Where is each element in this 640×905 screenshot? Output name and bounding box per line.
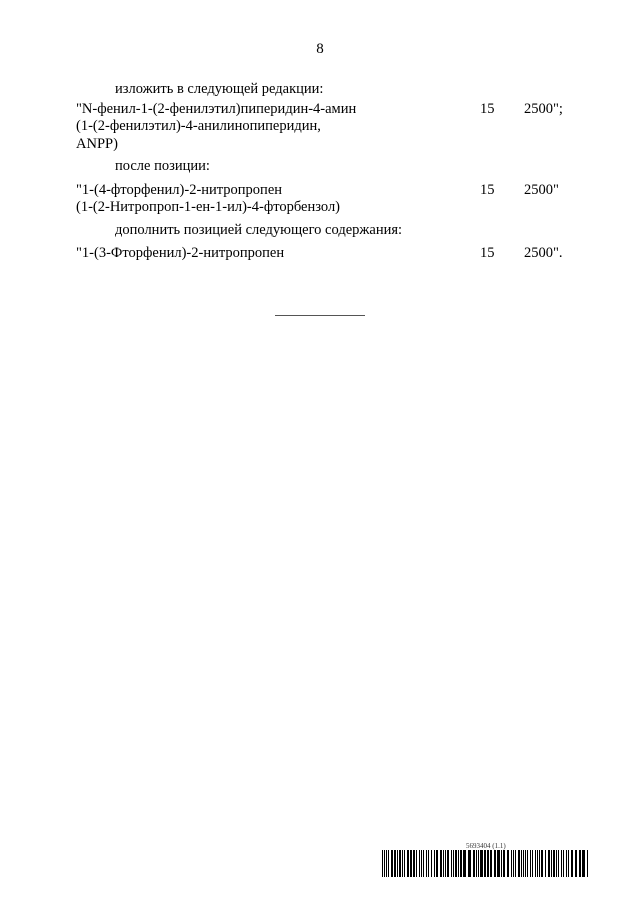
entry-line: (1-(2-фенилэтил)-4-анилинопиперидин,	[76, 118, 321, 135]
entry-value-b: 2500"	[524, 182, 559, 198]
entry-line: "1-(4-фторфенил)-2-нитропропен	[76, 182, 283, 198]
entry-value-b: 2500".	[524, 245, 563, 261]
entry-value-a: 15	[480, 182, 495, 198]
instruction-restate: изложить в следующей редакции:	[115, 81, 324, 97]
entry-line: "1-(3-Фторфенил)-2-нитропропен	[76, 245, 285, 261]
entry-anpp	[76, 101, 406, 153]
section-separator	[275, 315, 365, 316]
page-number: 8	[316, 41, 324, 57]
entry-3-fluoro	[76, 245, 406, 262]
entry-value-b: 2500";	[524, 101, 563, 117]
entry-value-a: 15	[480, 245, 495, 261]
entry-4-fluoro	[76, 182, 406, 217]
instruction-add-position: дополнить позицией следующего содержания:	[115, 222, 403, 238]
entry-value-a: 15	[480, 101, 495, 117]
document-code: 5693404 (1.1)	[466, 842, 506, 850]
entry-line: (1-(2-Нитропроп-1-ен-1-ил)-4-фторбензол)	[76, 199, 341, 216]
instruction-after-position: после позиции:	[115, 158, 210, 174]
entry-line: ANPP)	[76, 135, 118, 152]
entry-line: "N-фенил-1-(2-фенилэтил)пиперидин-4-амин	[76, 101, 357, 117]
barcode-icon	[382, 850, 592, 877]
